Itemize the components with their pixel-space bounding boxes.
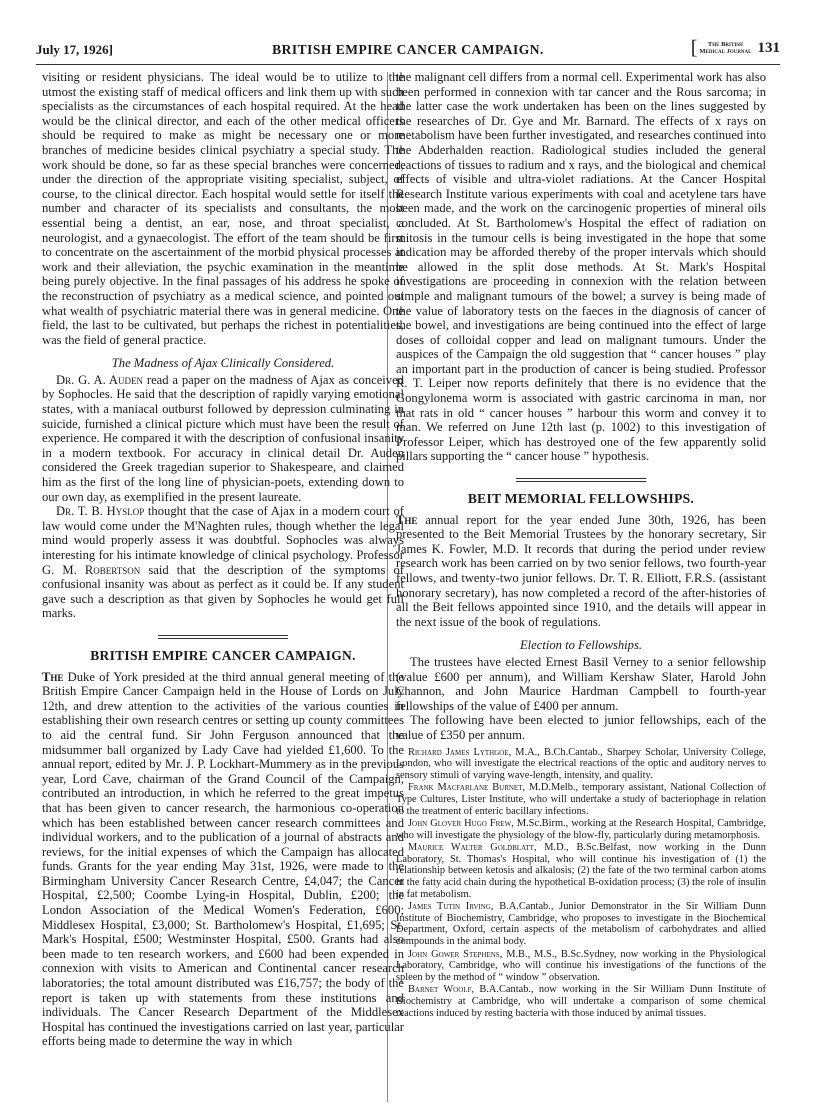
header-bracket: [ [690,37,698,59]
journal-line-2: Medical Journal [699,48,752,55]
paragraph-becc [42,670,404,1049]
left-column [42,70,404,1049]
speaker-hyslop: Dr. T. B. Hyslop [56,504,145,519]
speaker-auden: Dr. G. A. Auden [56,372,144,387]
robertson-text: said that the description of the symptoms of confusional insanity was about as perfect as it could be. If any student gave such a description as that given by Sophocles he would get full marks. [42,562,404,621]
journal-line-1: The British [707,41,743,48]
section-rule [158,635,288,639]
fellow-name: Maurice Walter Goldblatt [408,842,534,854]
hyslop-text: thought that the case of Ajax in a modern court of law would come under the M'Naghten rules, though whether the legal mind would properly assess it was doubtful. Sophocles was always interesting for his intimate knowledge of clinical psychology. Professor [42,504,404,562]
becc-text: Duke of York presided at the third annual general meeting of the British Empire Cancer Campaign held in the House of Lords on July 12th, and drew attention to the activities of the various counties in establishing their own research centres or setting up county committees to aid the central fund. Sir John Ferguson announced that the midsummer ball organized by Lady Cave had yielded £1,600. To the annual report, edited by Mr. J. P. Lockhart-Mummery as in the previous year, Lord Cave, chairman of the Grand Council of the Campaign, contributed an introduction, in which he referred to the great impetus that has been given to cancer research, the harmonious co-operation which has been established between cancer research committees and individual workers, and to the publication of a journal of abstracts and reviews, for the initial expenses of which the Campaign has allocated funds. Grants for the year ending May 31st, 1926, were made to the Birmingham University Cancer Research Centre, £4,047; the Cancer Hospital, £2,500; Coombe Lying-in Hospital, Dublin, £200; the London Association of the Medical Women's Federation, £600; Middlesex Hospital, £3,000; St. Bartholomew's Hospital, £1,695; St. Mark's Hospital, £500; Westminster Hospital, £500. Grants had also been made to ten research workers, and £600 had been expended in connexion with visits to American and Continental cancer research laboratories; the total amount distributed was £16,757; the body of the report is taken up with statements from these institutions and individuals. The Cancer Research Department of the Middlesex Hospital has continued the investigations carried on last year, particular efforts being made to determine the way in which [42,669,404,1049]
fellow-text: , M.B., M.S., B.Sc.Sydney, now working in the Physiological Laboratory, Cambridge, who will continue his investigations of the functions of the spleen by the method of “ window ” observation. [396,948,766,983]
beit-section-title: BEIT MEMORIAL FELLOWSHIPS. [467,491,695,507]
paragraph-auden [42,373,404,504]
fellow-text: , M.A., B.Ch.Cantab., Sharpey Scholar, University College, London, who will investigate the electrical reactions of the optic and auditory nerves to sensory stimuli of varying wave-length, intensity, and quality. [396,746,766,781]
fellow-name: John Gower Stephens [408,948,500,960]
fellow-entry [396,984,766,1019]
ajax-heading: The Madness of Ajax Clinically Considered. [111,356,335,371]
fellow-entry [396,782,766,817]
header-journal-block [691,38,780,58]
becc-lead-word: The [42,669,64,684]
fellow-name: John Glover Hugo Frew [408,818,512,830]
paragraph-hyslop [42,504,404,621]
fellow-name: Barnet Woolf [408,984,472,996]
fellow-text: , B.A.Cantab., now working in the Sir William Dunn Institute of Biochemistry at Cambridge, who will undertake a comparison of some chemical reactions induced by resting bacteria with those induced by animal tissues. [396,984,766,1019]
beit-lead-word: The [396,512,418,527]
section-rule [516,478,646,482]
paragraph-cancer-continued: the malignant cell differs from a normal cell. Experimental work has also been performed in connexion with tar cancer and the Rous sarcoma; in the latter case the work undertaken has been on the lines suggested by the researches of Dr. Gye and Mr. Barnard. The effects of x rays on metabolism have been further investigated, and researches continued into the Abderhalden reaction. Radiological studies included the general reactions of tissues to radium and x rays, and the biological and chemical effects of visible and ultra-violet radiations. At the Cancer Hospital Research Institute various experiments with coal and acetylene tars have been made, and the work on the carcinogenic properties of mineral oils concluded. At St. Bartholomew's Hospital the effect of radiation on mitosis in the tumour cells is being investigated in the hope that some indication may be afforded thereby of the proper intervals which should be allowed in the split dose methods. At St. Mark's Hospital investigations are proceeding in connexion with the relation between simple and malignant tumours of the bowel; a survey is being made of the value of laboratory tests on the faeces in the diagnosis of cancer of the bowel, and investigations are being continued into the effect of large doses of colloidal copper and lead on malignant tumours. Under the auspices of the Campaign the old suggestion that “ cancer houses ” play an important part in the production of cancer is being studied. Professor R. T. Leiper now reports definitely that there is no evidence that the Gongylonema worm is associated with gastric carcinoma in man, nor that rats in old “ cancer houses ” harbour this worm and convey it to man. We referred on June 12th last (p. 1002) to this investigation of Professor Leiper, which has destroyed one of the few apparently solid pillars supporting the “ cancer house ” hypothesis. [396,70,766,464]
fellows-list [396,747,766,1020]
fellow-entry [396,901,766,947]
auden-text: read a paper on the madness of Ajax as conceived by Sophocles. He said that the description of rapidly varying emotional states, with a maniacal outburst followed by depression culminating in suicide, furnished a clinical picture which must have been the result of experience. He compared it with the description of confusional insanity in a modern textbook. For accuracy in clinical detail Dr. Auden considered the Greek tragedian superior to Shakespeare, and claimed him as the first of the long line of physician-poets, extending down to our own day, as exemplified in the present laureate. [42,372,404,504]
fellow-name: Frank Macfarlane Burnet [408,782,523,794]
header-title: BRITISH EMPIRE CANCER CAMPAIGN. [272,42,544,57]
right-column [396,70,766,1020]
fellow-text: , B.A.Cantab., Junior Demonstrator in the Sir William Dunn Institute of Biochemistry, Cambridge, who proposes to investigate in the Biochemical Department, Oxford, certain aspects of the metabolism of carbohydrates and allied compounds in the animal body. [396,901,766,948]
beit-text: annual report for the year ended June 30th, 1926, has been presented to the Beit Memorial Trustees by the honorary secretary, Sir James K. Fowler, M.D. It records that during the period under review research work has been carried on by two senior fellows, two fourth-year fellows, and twenty-two junior fellows. Dr. T. R. Elliott, F.R.S. (assistant honorary secretary), has now completed a record of the after-histories of all the Beit fellows appointed since 1910, and the details will appear in the next issue of the book of regulations. [396,512,766,629]
fellow-name: Richard James Lythgoe [408,746,509,758]
page-header [36,37,780,65]
paragraph-election-senior: The trustees have elected Ernest Basil Verney to a senior fellowship (value £600 per annum), and William Kershaw Slater, Harold John Channon, and John Maurice Hardman Campbell to fourth-year fellowships of the value of £400 per annum. [396,654,766,713]
fellow-text: , M.D.Melb., temporary assistant, National Collection of Type Cultures, Lister Institute, who will undertake a study of bacteriophage in relation to the treatment of enteric bacillary infections. [396,782,767,817]
paragraph-psychiatry: visiting or resident physicians. The ideal would be to utilize to the utmost the existing staff of medical officers and link them up with such specialists as the circumstances of each hospital required. At the head would be the clinical director, and each of the other medical officers should be required to make as might be necessary one or more branches of medicine besides clinical psychiatry a special study. The work should be done, so far as these special branches were concerned, under the direction of the appropriate visiting specialist, subject, of course, to the clinical director. Each hospital would settle for itself the number and character of its specialists and consultants, the most essential being a dentist, an ear, nose, and throat specialist, a neurologist, and a gynaecologist. The effort of the team should be first to concentrate on the ascertainment of the morbid physical processes at work and their alleviation, the psychic examination in the meantime being purely objective. In the final passages of his address he spoke of the reconstruction of psychiatry as a medical science, and pointed out what wealth of psychiatric material there was in general medicine. One field, the last to be cultivated, but perhaps the richest in potentialities, was the field of general practice. [42,70,404,347]
paragraph-beit [396,513,766,630]
becc-section-title: BRITISH EMPIRE CANCER CAMPAIGN. [90,647,356,663]
journal-name [699,41,751,55]
paragraph-election-junior: The following have been elected to junior fellowships, each of the value of £350 per annum. [396,713,766,742]
fellow-name: James Tutin Irving [408,901,491,913]
header-date: July 17, 1926] [36,42,113,57]
election-heading: Election to Fellowships. [519,638,643,653]
fellow-entry [396,747,766,782]
fellow-text: , M.D., B.Sc.Belfast, now working in the Dunn Laboratory, St. Thomas's Hospital, who will continue his investigation of (1) the relationship between ketosis and alkalosis; (2) the fate of the two terminal carbon atoms in the fatty acid chain during the hypothetical B-oxidation process; (3) the role of insulin in fat metabolism. [396,842,766,900]
fellow-text: , M.Sc.Birm., working at the Research Hospital, Cambridge, who will investigate the physiology of the blow-fly, particularly during metamorphosis. [396,818,767,841]
speaker-robertson: G. M. Robertson [42,562,141,577]
fellow-entry [396,949,766,984]
fellow-entry [396,842,766,900]
fellow-entry [396,818,766,841]
page-number: 131 [757,39,780,56]
